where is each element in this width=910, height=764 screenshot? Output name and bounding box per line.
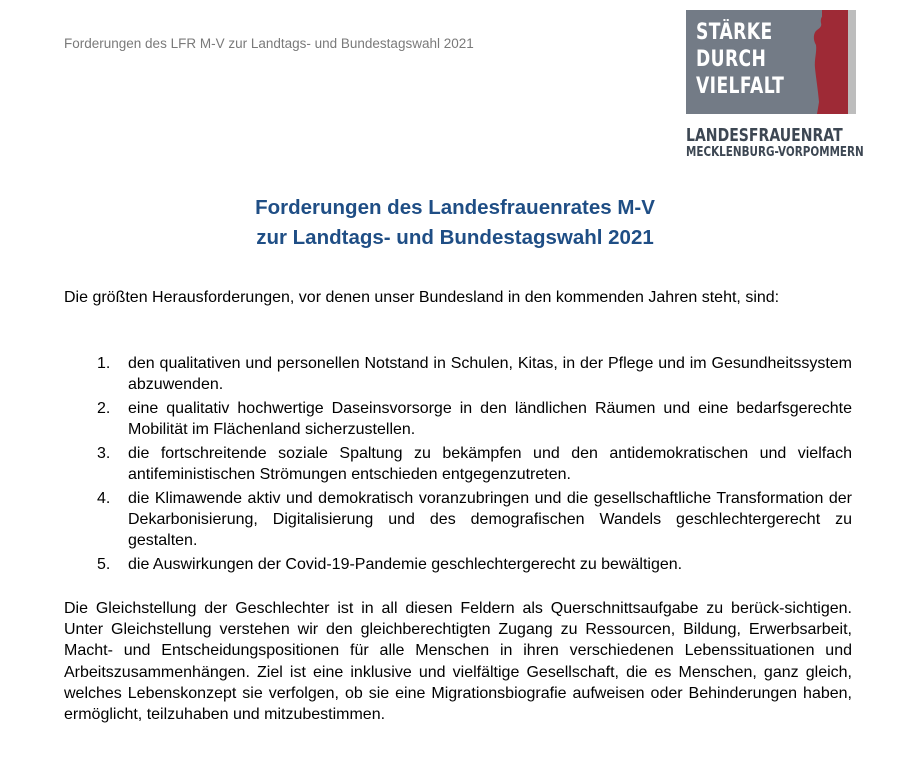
list-item-number: 5. (97, 556, 111, 573)
list-item-number: 4. (97, 490, 111, 507)
landesfrauenrat-logo (686, 10, 864, 161)
equality-paragraph: Die Gleichstellung der Geschlechter ist in all diesen Feldern als Querschnittsaufgabe zu berück-sichtigen. Unter Gleichstellung verstehen wir den gleichberechtigten Zugang zu Ressourcen, Bildung, Erwerbsarbeit, Macht- und Entscheidungspositionen für alle Menschen in ihren verschiedenen Lebenssituationen und Arbeitszusammenhängen. Ziel ist eine inklusive und vielfältige Gesellschaft, die es Menschen, ganz gleich, welches Lebenskonzept sie verfolgen, ob sie eine Migrationsbiografie aufweisen oder Behinderungen haben, ermöglicht, teilzuhaben und mitzubestimmen. (64, 600, 852, 724)
list-item-number: 1. (97, 355, 111, 372)
woman-figure-icon (798, 10, 856, 114)
list-item-text: die fortschreitende soziale Spaltung zu bekämpfen und den antidemokratischen und vielfach antifeministischen Strömungen entschieden entgegenzutreten. (128, 445, 852, 483)
intro-paragraph: Die größten Herausforderungen, vor denen unser Bundesland in den kommenden Jahren steht, sind: (64, 289, 780, 306)
list-item (64, 488, 852, 551)
logo-organization-region: MECKLENBURG-VORPOMMERN (686, 145, 864, 160)
list-item (64, 353, 852, 395)
list-item (64, 443, 852, 485)
list-item (64, 554, 852, 575)
logo-slogan-line: VIELFALT (696, 74, 785, 99)
list-item-text: eine qualitativ hochwertige Daseinsvorsorge in den ländlichen Räumen und eine bedarfsgerechte Mobilität im Flächenland sicherzustellen. (128, 400, 852, 438)
logo-organization-name: LANDESFRAUENRAT (686, 125, 843, 146)
challenges-list (64, 353, 852, 578)
running-header: Forderungen des LFR M-V zur Landtags- und Bundestagswahl 2021 (64, 36, 474, 51)
title-line-1: Forderungen des Landesfrauenrates M-V (255, 196, 655, 219)
list-item-text: die Klimawende aktiv und demokratisch voranzubringen und die gesellschaftliche Transformation der Dekarbonisierung, Digitalisierung und des demografischen Wandels geschlechtergerecht zu gestalten. (128, 490, 852, 549)
list-item-number: 2. (97, 400, 111, 417)
logo-slogan-line: DURCH (696, 47, 767, 72)
document-title (0, 193, 910, 253)
list-item-number: 3. (97, 445, 111, 462)
list-item-text: den qualitativen und personellen Notstand in Schulen, Kitas, in der Pflege und im Gesundheitssystem abzuwenden. (128, 355, 852, 393)
list-item (64, 398, 852, 440)
list-item-text: die Auswirkungen der Covid-19-Pandemie geschlechtergerecht zu bewältigen. (128, 556, 683, 573)
title-line-2: zur Landtags- und Bundestagswahl 2021 (256, 226, 654, 249)
logo-slogan-line: STÄRKE (696, 20, 773, 45)
logo-box (686, 10, 856, 114)
logo-slogan (696, 19, 784, 100)
